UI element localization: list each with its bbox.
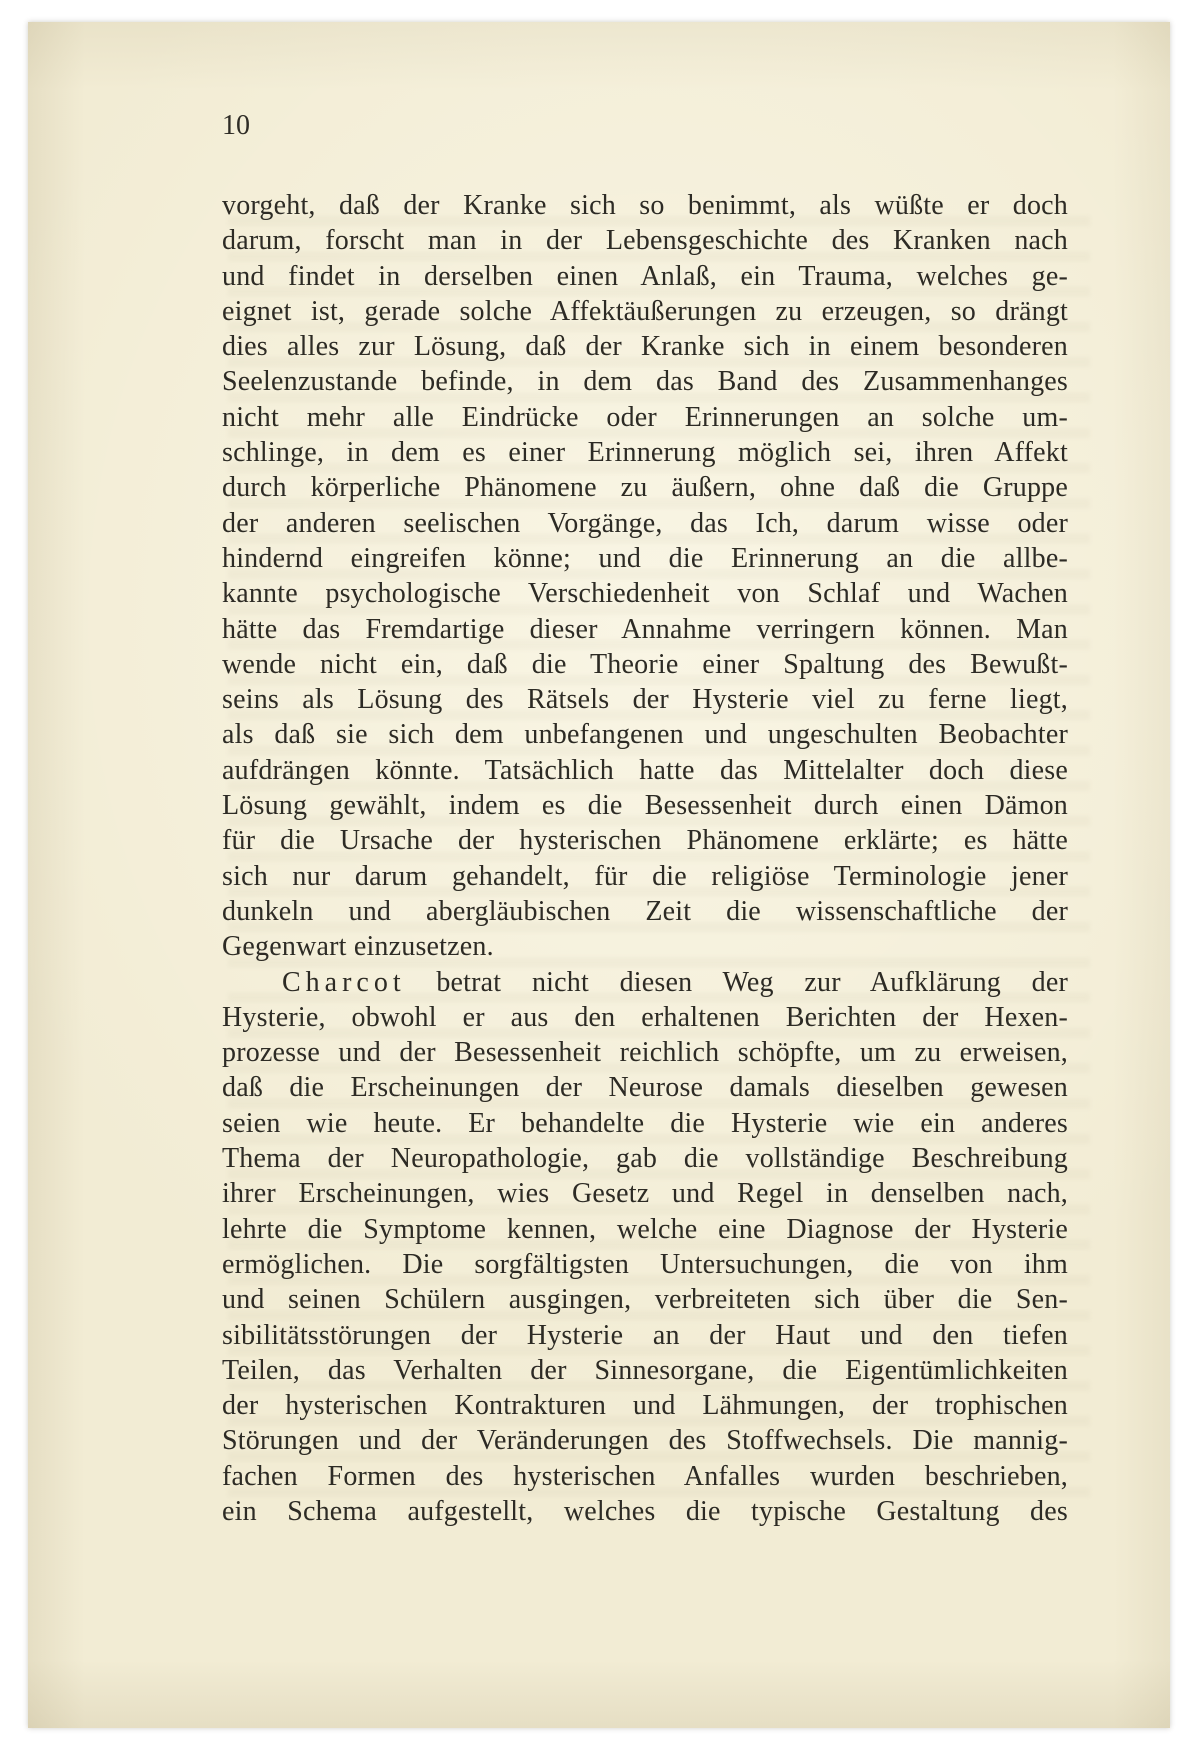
text-line: vorgeht, daß der Kranke sich so benimmt, als wüßte er doch — [222, 190, 1068, 221]
text-line: Teilen, das Verhalten der Sinnesorgane, die Eigentümlichkeiten — [222, 1354, 1068, 1386]
text-line: kannte psychologische Verschiedenheit von Schlaf und Wachen — [222, 578, 1068, 610]
text-line: wende nicht ein, daß die Theorie einer Spaltung des Bewußt- — [222, 648, 1068, 680]
text-line: nicht mehr alle Eindrücke oder Erinnerungen an solche um- — [222, 401, 1068, 433]
text-line: als daß sie sich dem unbefangenen und ungeschulten Beobachter — [222, 719, 1068, 751]
text-line: ein Schema aufgestellt, welches die typische Gestaltung des — [222, 1495, 1068, 1527]
text-line: fachen Formen des hysterischen Anfalles wurden beschrieben, — [222, 1460, 1068, 1492]
text-line: dunkeln und abergläubischen Zeit die wissenschaftliche der — [222, 895, 1068, 927]
text-line: Seelenzustande befinde, in dem das Band des Zusammenhanges — [222, 366, 1068, 398]
text-line: eignet ist, gerade solche Affektäußerungen zu erzeugen, so drängt — [222, 295, 1068, 327]
text-line: dies alles zur Lösung, daß der Kranke sich in einem besonderen — [222, 331, 1068, 363]
text-line-paragraph-end: Gegenwart einzusetzen. — [222, 931, 494, 963]
text-line: prozesse und der Besessenheit reichlich schöpfte, um zu erweisen, — [222, 1037, 1068, 1069]
text-line: ermöglichen. Die sorgfältigsten Untersuchungen, die von ihm — [222, 1248, 1068, 1280]
text-line: hindernd eingreifen könne; und die Erinnerung an die allbe- — [222, 542, 1068, 574]
text-line: ihrer Erscheinungen, wies Gesetz und Regel in denselben nach, — [222, 1178, 1068, 1210]
charcot-spaced-name: Charcot — [282, 966, 406, 998]
text-line: für die Ursache der hysterischen Phänomene erklärte; es hätte — [222, 825, 1068, 857]
book-page — [28, 22, 1170, 1728]
text-line: sibilitätsstörungen der Hysterie an der Haut und den tiefen — [222, 1319, 1068, 1351]
text-line: schlinge, in dem es einer Erinnerung möglich sei, ihren Affekt — [222, 437, 1068, 469]
text-line: durch körperliche Phänomene zu äußern, ohne daß die Gruppe — [222, 472, 1068, 504]
text-line: seien wie heute. Er behandelte die Hysterie wie ein anderes — [222, 1107, 1068, 1139]
text-line: und seinen Schülern ausgingen, verbreiteten sich über die Sen- — [222, 1284, 1068, 1316]
text-line: der anderen seelischen Vorgänge, das Ich, darum wisse oder — [222, 507, 1068, 539]
text-line: Störungen und der Veränderungen des Stoffwechsels. Die mannig- — [222, 1425, 1068, 1457]
text-line: daß die Erscheinungen der Neurose damals dieselben gewesen — [222, 1072, 1068, 1104]
text-line: hätte das Fremdartige dieser Annahme verringern können. Man — [222, 613, 1068, 645]
text-line: aufdrängen könnte. Tatsächlich hatte das Mittelalter doch diese — [222, 754, 1068, 786]
text-line-paragraph-start — [222, 965, 1068, 1000]
text-line-rest: betrat nicht diesen Weg zur Aufklärung der — [405, 966, 1068, 998]
text-line: Lösung gewählt, indem es die Besessenheit durch einen Dämon — [222, 790, 1068, 822]
text-line: lehrte die Symptome kennen, welche eine Diagnose der Hysterie — [222, 1213, 1068, 1245]
text-line: Hysterie, obwohl er aus den erhaltenen Berichten der Hexen- — [222, 1001, 1068, 1033]
text-line: der hysterischen Kontrakturen und Lähmungen, der trophischen — [222, 1390, 1068, 1422]
text-line: sich nur darum gehandelt, für die religiöse Terminologie jener — [222, 860, 1068, 892]
text-line: Thema der Neuropathologie, gab die vollständige Beschreibung — [222, 1143, 1068, 1175]
text-line: seins als Lösung des Rätsels der Hysterie viel zu ferne liegt, — [222, 684, 1068, 716]
text-line: darum, forscht man in der Lebensgeschichte des Kranken nach — [222, 225, 1068, 257]
text-line: und findet in derselben einen Anlaß, ein Trauma, welches ge- — [222, 260, 1068, 292]
text-block — [222, 188, 1068, 1529]
page-number: 10 — [222, 110, 250, 141]
